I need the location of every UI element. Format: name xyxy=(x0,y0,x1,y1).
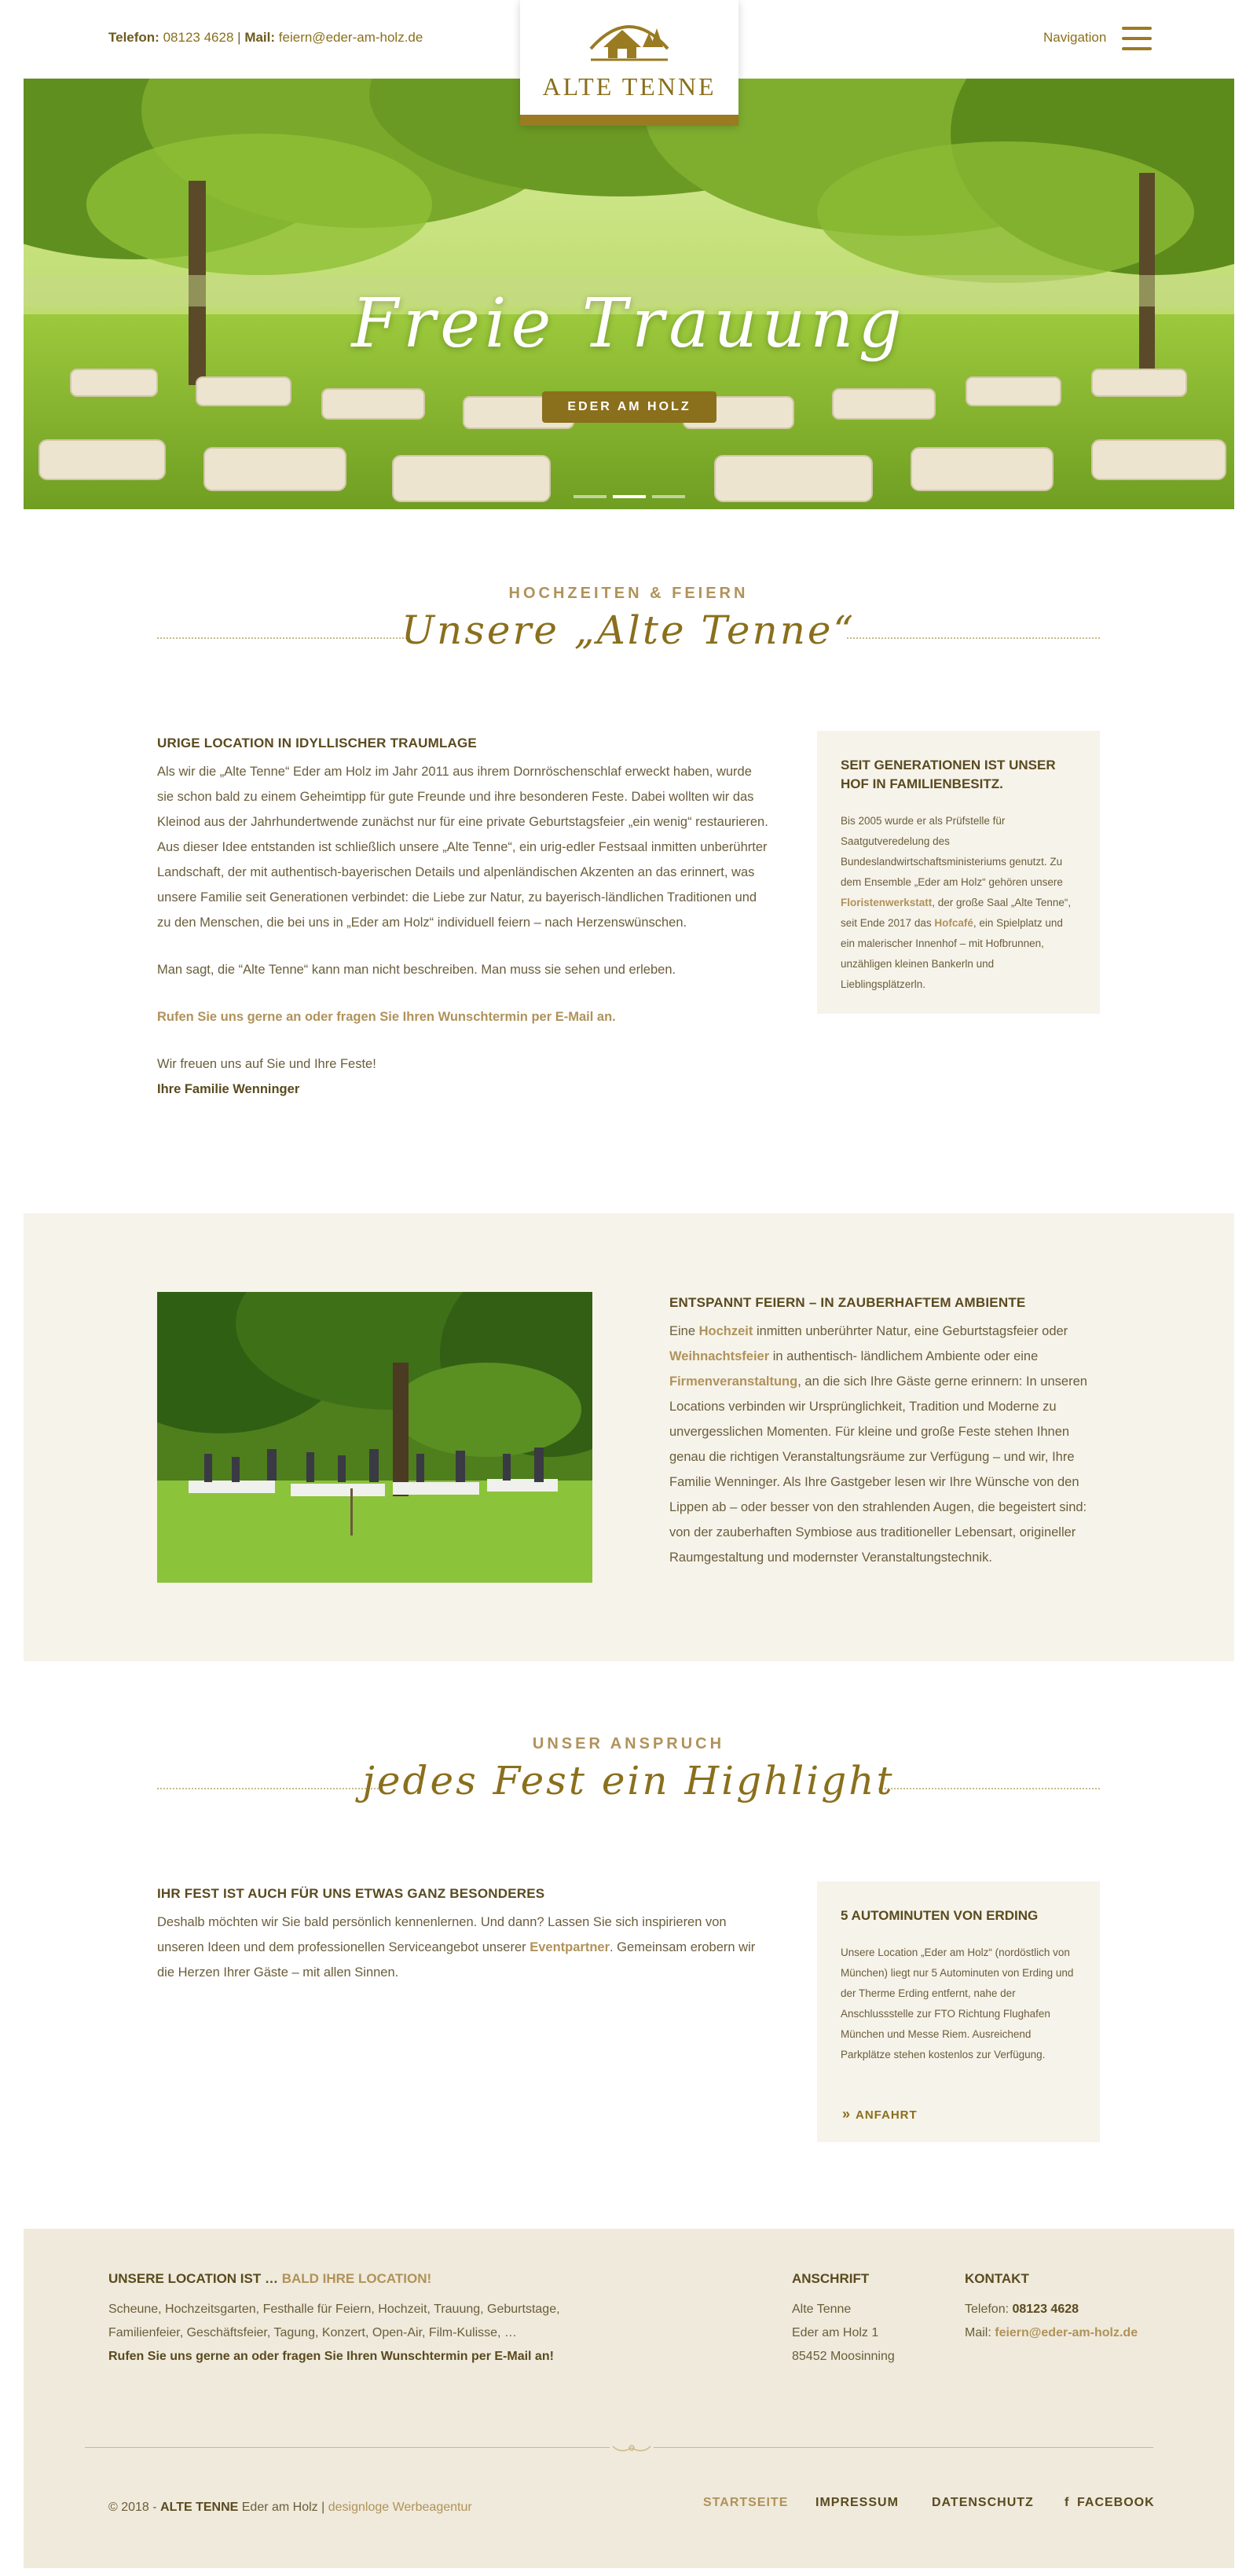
footer-link-impressum[interactable]: IMPRESSUM xyxy=(815,2496,899,2509)
hero-button[interactable]: EDER AM HOLZ xyxy=(542,391,716,423)
barn-logo-icon xyxy=(585,11,674,66)
location-infobox xyxy=(817,1881,1100,2142)
footer-link-facebook[interactable]: FACEBOOK xyxy=(1077,2496,1155,2509)
facebook-icon: f xyxy=(1065,2496,1069,2509)
separator: | xyxy=(237,30,241,45)
copyright: © 2018 - ALTE TENNE Eder am Holz | designloge Werbeagentur xyxy=(108,2501,472,2514)
phone-link[interactable]: 08123 4628 xyxy=(163,30,234,45)
hero-slider[interactable] xyxy=(24,79,1234,509)
hofcafe-link[interactable]: Hofcafé xyxy=(934,917,973,929)
address-line: 85452 Moosinning xyxy=(792,2350,895,2363)
infobox-text: Unsere Location „Eder am Holz“ (nordöstlich von München) liegt nur 5 Autominuten von Erding und der Therme Erding entfernt, nahe der Anschlussstelle zur FTO Richtung Flughafen München und Messe Riem. Ausreichend Parkplätze stehen kostenlos zur Verfügung. xyxy=(841,1947,1074,2060)
footer-contact-col: KONTAKT Telefon: 08123 4628 Mail: feiern@eder-am-holz.de xyxy=(965,2271,1138,2339)
slider-dots xyxy=(574,488,691,502)
slider-dot-2[interactable] xyxy=(613,495,646,498)
footer-location-col xyxy=(108,2271,627,2369)
hochzeit-link[interactable]: Hochzeit xyxy=(698,1324,753,1338)
slider-dot-1[interactable] xyxy=(574,495,607,498)
garden-party-photo xyxy=(157,1292,592,1583)
logo-text: ALTE TENNE xyxy=(542,72,716,101)
ornament-icon xyxy=(610,2442,654,2456)
intro-paragraph-2: Man sagt, die “Alte Tenne“ kann man nicht beschreiben. Man muss sie sehen und erleben. xyxy=(157,963,676,977)
ambiente-content xyxy=(669,1295,1100,1570)
header-contact xyxy=(108,30,423,46)
intro-paragraph: Als wir die „Alte Tenne“ Eder am Holz im Jahr 2011 aus ihrem Dornröschenschlaf erweckt haben, wurde sie schon bald zu einem Geheimtipp für gute Freunde und ihre besonderen Feste. Dabei wollten wir das Kleinod aus der Jahrhundertwende zunächst nur für eine private Geburtstagsfeier „ein wenig“ restaurieren. Aus dieser Idee entstanden ist schließlich unsere „Alte Tenne“, ein urig-edler Festsaal inmitten unberührter Landschaft, der mit authentisch-bayerischen Details und alpenländischen Akzenten an das erinnert, was unsere Familie seit Generationen verbindet: die Liebe zur Natur, zu bayerisch-ländlichen Traditionen und zu den Menschen, die bei uns in „Eder am Holz“ individuell feiern – nach Herzenswünschen. xyxy=(157,765,768,930)
navigation-label[interactable]: Navigation xyxy=(1043,30,1107,45)
section-script-title: jedes Fest ein Highlight xyxy=(362,1758,895,1804)
footer-cta[interactable]: Rufen Sie uns gerne an oder fragen Sie Ihren Wunschtermin per E-Mail an! xyxy=(108,2350,554,2363)
footer-location-text: Scheune, Hochzeitsgarten, Festhalle für Feiern, Hochzeit, Trauung, Geburtstage, Familienfeier, Geschäftsfeier, Tagung, Konzert, Open-Air, Film-Kulisse, … xyxy=(108,2303,560,2339)
menu-icon[interactable] xyxy=(1122,27,1152,50)
anspruch-content xyxy=(157,1886,770,1985)
intro-content xyxy=(157,736,770,1102)
cta-link[interactable]: Rufen Sie uns gerne an oder fragen Sie Ihren Wunschtermin per E-Mail an. xyxy=(157,1010,616,1024)
section-heading-3 xyxy=(157,1735,1100,1813)
anspruch-paragraph: Deshalb möchten wir Sie bald persönlich kennenlernen. Und dann? Lassen Sie sich inspirieren von unseren Ideen und dem professionellen Serviceangebot unserer Eventpartner. Gemeinsam erobern wir die Herzen Ihrer Gäste – mit allen Sinnen. xyxy=(157,1915,756,1980)
contact-title: KONTAKT xyxy=(965,2271,1029,2286)
address-line: Eder am Holz 1 xyxy=(792,2326,879,2339)
footer-phone-link[interactable]: 08123 4628 xyxy=(1012,2303,1079,2316)
footer-title-highlight: BALD IHRE LOCATION! xyxy=(281,2271,432,2286)
section-kicker: HOCHZEITEN & FEIERN xyxy=(508,585,749,602)
section-script-title: Unsere „Alte Tenne“ xyxy=(401,607,856,653)
agency-link[interactable]: designloge Werbeagentur xyxy=(328,2501,472,2514)
infobox-text: Bis 2005 wurde er als Prüfstelle für Saatgutveredelung des Bundeslandwirtschaftsministeriums genutzt. Zu dem Ensemble „Eder am Holz“ gehören unsere Floristenwerkstatt, der große Saal „Alte Tenne“, seit Ende 2017 das Hofcafé, ein Spielplatz und ein malerischer Innenhof – mit Hofbrunnen, unzähligen kleinen Bankerln und Lieblingsplätzerln. xyxy=(841,815,1072,990)
family-infobox xyxy=(817,731,1100,1014)
ambiente-paragraph: Eine Hochzeit inmitten unberührter Natur, eine Geburtstagsfeier oder Weihnachtsfeier in authentisch- ländlichem Ambiente oder eine Firmenveranstaltung, an die sich Ihre Gäste gerne erinnern: In unseren Locations verbinden wir Ursprünglichkeit, Tradition und Moderne zu unvergesslichen Momenten. Für kleine und große Feste stehen Ihnen genau die richtigen Veranstaltungsräume zur Verfügung – und wir, Ihre Familie Wenninger. Als Ihre Gastgeber lesen wir Ihre Wünsche von den Lippen ab – oder besser von den strahlenden Augen, die begeistert sind: von der zauberhaften Symbiose aus traditioneller Lebensart, origineller Raumgestaltung und modernster Veranstaltungstechnik. xyxy=(669,1324,1087,1565)
logo-underline xyxy=(520,115,738,126)
eventpartner-link[interactable]: Eventpartner xyxy=(530,1940,610,1954)
anfahrt-link[interactable]: » ANFAHRT xyxy=(842,2106,918,2122)
footer-link-startseite[interactable]: STARTSEITE xyxy=(703,2496,789,2509)
double-chevron-icon: » xyxy=(842,2106,852,2122)
firmenveranstaltung-link[interactable]: Firmenveranstaltung xyxy=(669,1374,798,1389)
section-kicker: UNSER ANSPRUCH xyxy=(532,1735,725,1752)
closing-line: Wir freuen uns auf Sie und Ihre Feste! xyxy=(157,1057,376,1071)
infobox-title: 5 AUTOMINUTEN VON ERDING xyxy=(841,1908,1039,1923)
logo[interactable] xyxy=(520,0,738,126)
footer-link-datenschutz[interactable]: DATENSCHUTZ xyxy=(932,2496,1034,2509)
slider-dot-3[interactable] xyxy=(652,495,685,498)
address-title: ANSCHRIFT xyxy=(792,2271,870,2286)
signature: Ihre Familie Wenninger xyxy=(157,1082,300,1096)
footer-title: UNSERE LOCATION IST … xyxy=(108,2271,282,2286)
section-heading-1 xyxy=(157,585,1100,662)
intro-heading: URIGE LOCATION IN IDYLLISCHER TRAUMLAGE xyxy=(157,736,477,750)
ambiente-heading: ENTSPANNT FEIERN – IN ZAUBERHAFTEM AMBIENTE xyxy=(669,1295,1026,1310)
footer-address-col xyxy=(792,2271,895,2369)
mail-link[interactable]: feiern@eder-am-holz.de xyxy=(278,30,423,45)
anspruch-heading: IHR FEST IST AUCH FÜR UNS ETWAS GANZ BESONDERES xyxy=(157,1886,545,1901)
infobox-title: SEIT GENERATIONEN IST UNSER HOF IN FAMILIENBESITZ. xyxy=(841,758,1056,791)
hero-title: Freie Trauung xyxy=(351,284,907,363)
weihnachtsfeier-link[interactable]: Weihnachtsfeier xyxy=(669,1349,770,1363)
address-line: Alte Tenne xyxy=(792,2303,852,2316)
floristenwerkstatt-link[interactable]: Floristenwerkstatt xyxy=(841,897,933,908)
mail-label: Mail: xyxy=(244,30,276,45)
footer-mail-link[interactable]: feiern@eder-am-holz.de xyxy=(995,2326,1138,2339)
phone-label: Telefon: xyxy=(108,30,159,45)
